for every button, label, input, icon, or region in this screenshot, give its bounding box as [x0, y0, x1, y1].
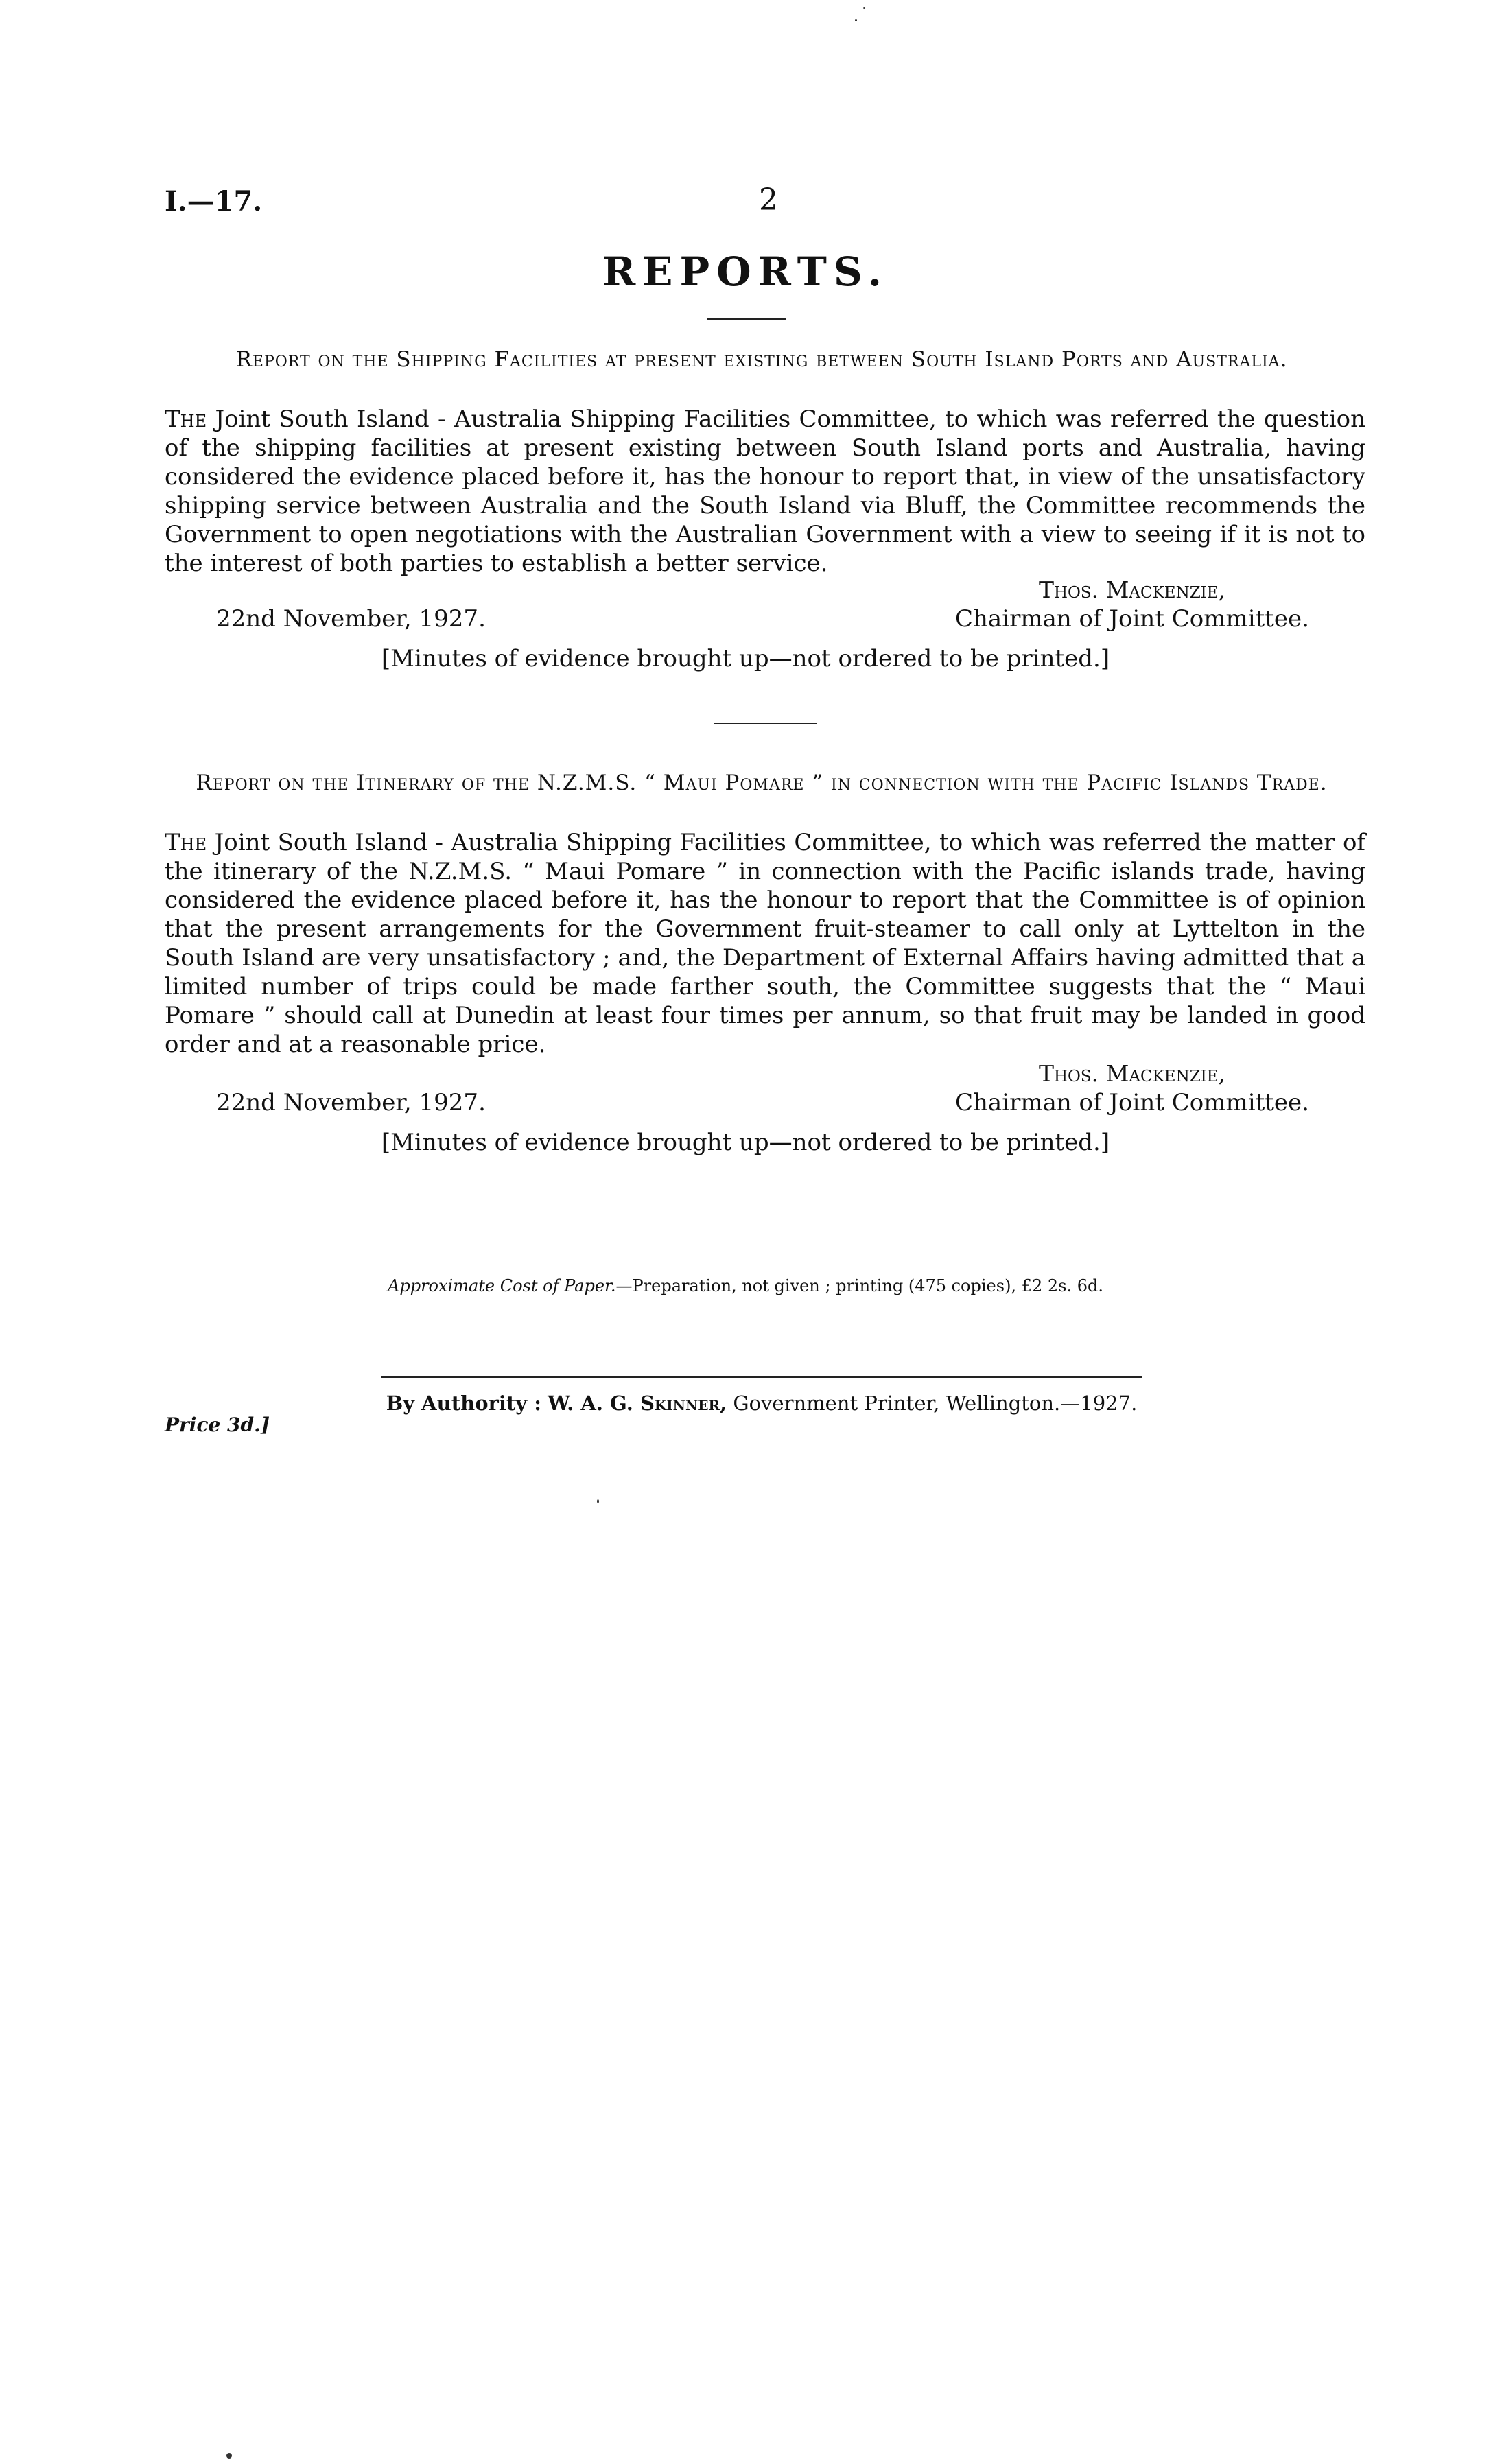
cost-label: Approximate Cost of Paper.: [388, 1276, 616, 1295]
page-title: REPORTS.: [602, 248, 889, 295]
report1-minutes-note: [Minutes of evidence brought up—not ordered to be printed.]: [381, 645, 1110, 672]
report2-body-text: Joint South Island - Australia Shipping Facilities Committee, to which was referred the matter of the itinerary of the N.Z.M.S. “ Maui Pomare ” in connection with the Pacific islands trade, having considered the evidence placed before it, has the honour to report that the Committee is of opinion that the present arrangements for the Government fruit-steamer to call only at Lyttelton in the South Island are very unsatisfactory ; and, the Department of External Affairs having admitted that a limited number of trips could be made farther south, the Committee suggests that the “ Maui Pomare ” should call at Dunedin at least four times per annum, so that fruit may be landed in good order and at a reasonable price.: [165, 829, 1365, 1058]
report2-signatory: Thos. Mackenzie,: [1038, 1060, 1226, 1087]
authority-label: By Authority :: [386, 1392, 541, 1415]
section-divider: [714, 723, 817, 724]
report1-heading: Report on the Shipping Facilities at present existing between South Island Ports and Australia.: [235, 347, 1288, 372]
report2-date: 22nd November, 1927.: [216, 1089, 486, 1116]
authority-line: [377, 1392, 1146, 1415]
page-number: 2: [759, 183, 778, 218]
report2-heading: Report on the Itinerary of the N.Z.M.S. “ Maui Pomare ” in connection with the Pacific Islands Trade.: [196, 771, 1328, 795]
scan-speck: [226, 2453, 232, 2459]
scan-speck: [597, 1499, 599, 1503]
report2-body: [165, 828, 1365, 1059]
scan-speck: [855, 19, 857, 21]
report1-signatory: Thos. Mackenzie,: [1038, 576, 1226, 603]
report1-date: 22nd November, 1927.: [216, 605, 486, 633]
report1-role: Chairman of Joint Committee.: [955, 605, 1309, 633]
price: Price 3d.]: [165, 1413, 270, 1436]
report1-body-text: Joint South Island - Australia Shipping Facilities Committee, to which was referred the question of the shipping facilities at present existing between South Island ports and Australia, having considered the evidence placed before it, has the honour to report that, in view of the unsatisfactory shipping service between Australia and the South Island via Bluff, the Committee recommends the Government to open negotiations with the Australian Government with a view to seeing if it is not to the interest of both parties to establish a better service.: [165, 406, 1365, 577]
document-id: I.—17.: [165, 185, 263, 218]
footer-rule: [381, 1376, 1142, 1378]
title-divider: [707, 318, 786, 320]
cost-text: —Preparation, not given ; printing (475 copies), £2 2s. 6d.: [615, 1276, 1103, 1295]
report1-body: [165, 405, 1365, 578]
report2-minutes-note: [Minutes of evidence brought up—not ordered to be printed.]: [381, 1129, 1110, 1156]
report2-role: Chairman of Joint Committee.: [955, 1089, 1309, 1116]
report1-first-word: The: [165, 406, 207, 433]
scan-speck: [863, 7, 865, 9]
authority-rest: Government Printer, Wellington.—1927.: [727, 1392, 1138, 1415]
cost-of-paper: [0, 1276, 1491, 1295]
printer-name: W. A. G. Skinner,: [548, 1392, 727, 1415]
report2-first-word: The: [165, 829, 207, 856]
